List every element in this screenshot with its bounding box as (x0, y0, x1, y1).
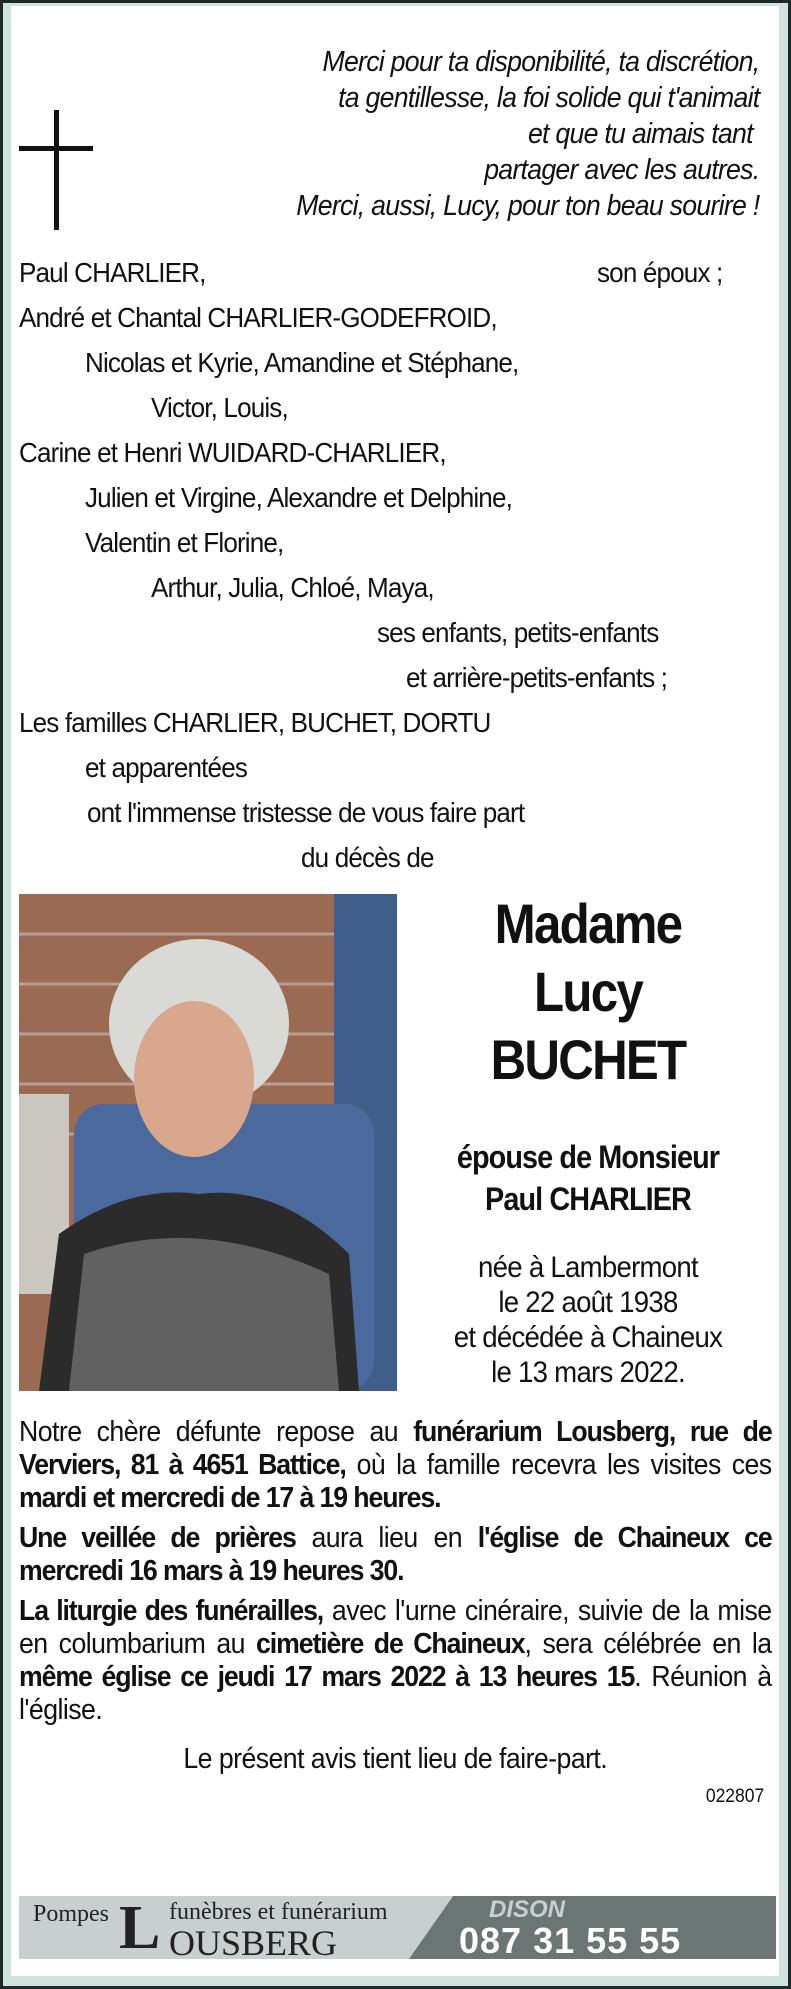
text: avec l'urne cinéraire, suivie de la mise en columbarium au (19, 1595, 772, 1660)
cross-icon-bar (19, 146, 93, 151)
family-line: son époux ; (597, 257, 723, 288)
spouse-name: Paul CHARLIER (485, 1181, 691, 1217)
text: . Réunion à l'église. (19, 1661, 772, 1726)
family-line: Victor, Louis, (151, 392, 288, 423)
deceased-first-name: Lucy (534, 960, 642, 1023)
quote-line: et que tu aimais tant (527, 118, 759, 150)
text: où la famille recevra les visites ces (345, 1449, 772, 1481)
quote-line: ta gentillesse, la foi solide qui t'animait (337, 82, 759, 114)
bold-text: l'église de Chaineux ce mercredi 16 mars à 19 heures 30. (19, 1522, 772, 1587)
bold-text: cimetière de Chaineux (256, 1628, 525, 1660)
family-line: Les familles CHARLIER, BUCHET, DORTU (19, 707, 491, 738)
family-line: Carine et Henri WUIDARD-CHARLIER, (19, 437, 446, 468)
quote-line: Merci pour ta disponibilité, ta discrétion, (322, 46, 759, 78)
quote-line: Merci, aussi, Lucy, pour ton beau sourire ! (295, 190, 759, 222)
family-line: du décès de (301, 842, 434, 873)
family-line: Paul CHARLIER, (19, 257, 206, 288)
birth-date: le 22 août 1938 (498, 1286, 678, 1319)
death-place: et décédée à Chaineux (453, 1321, 723, 1354)
family-line: et apparentées (85, 752, 248, 783)
spouse-line: épouse de Monsieur (456, 1139, 720, 1175)
paragraph-vigil (19, 1522, 772, 1588)
birth-place: née à Lambermont (478, 1251, 698, 1284)
family-line: Arthur, Julia, Chloé, Maya, (151, 572, 434, 603)
deceased-title: Madame (494, 892, 682, 955)
quote-line: partager avec les autres. (483, 154, 759, 186)
family-line: Valentin et Florine, (85, 527, 284, 558)
death-date: le 13 mars 2022. (491, 1356, 685, 1389)
funeral-home-banner (19, 1896, 776, 1959)
bold-text: mardi et mercredi de 17 à 19 heures. (19, 1482, 441, 1514)
portrait-photo (19, 894, 397, 1391)
family-line: Nicolas et Kyrie, Amandine et Stéphane, (85, 347, 519, 378)
lower-text-block (19, 1416, 772, 1809)
family-line: et arrière-petits-enfants ; (406, 662, 668, 693)
family-line: ont l'immense tristesse de vous faire part (87, 797, 525, 828)
text: , sera célébrée en la (524, 1628, 772, 1660)
ceremony-details (19, 1416, 772, 1727)
banner-logo-l: L (119, 1896, 161, 1959)
death-notice (11, 6, 779, 1976)
bold-text: La liturgie des funérailles, (19, 1595, 324, 1627)
tribute-quote (296, 44, 759, 224)
family-line: André et Chantal CHARLIER-GODEFROID, (19, 302, 497, 333)
paragraph-visitation (19, 1416, 772, 1515)
cross-icon (54, 110, 59, 230)
banner-city: DISON (489, 1896, 566, 1923)
family-line: Julien et Virgine, Alexandre et Delphine, (85, 482, 513, 513)
banner-lousberg: OUSBERG (169, 1923, 338, 1959)
bold-text: Une veillée de prières (19, 1522, 296, 1554)
paragraph-funeral (19, 1595, 772, 1727)
text: Notre chère défunte repose au (19, 1416, 414, 1448)
banner-pompes: Pompes (33, 1901, 110, 1927)
family-line: ses enfants, petits-enfants (377, 617, 659, 648)
closing-note: Le présent avis tient lieu de faire-part. (183, 1743, 608, 1775)
banner-phone[interactable]: 087 31 55 55 (459, 1920, 682, 1959)
reference-number: 022807 (705, 1786, 765, 1807)
text: aura lieu en (295, 1522, 478, 1554)
bold-text: même église ce jeudi 17 mars 2022 à 13 heures 15 (19, 1661, 635, 1693)
bold-text: funérarium Lousberg, rue de Verviers, 81 à 4651 Battice, (19, 1416, 772, 1481)
deceased-last-name: BUCHET (490, 1028, 686, 1091)
banner-funebres: funèbres et funérarium (169, 1899, 388, 1925)
